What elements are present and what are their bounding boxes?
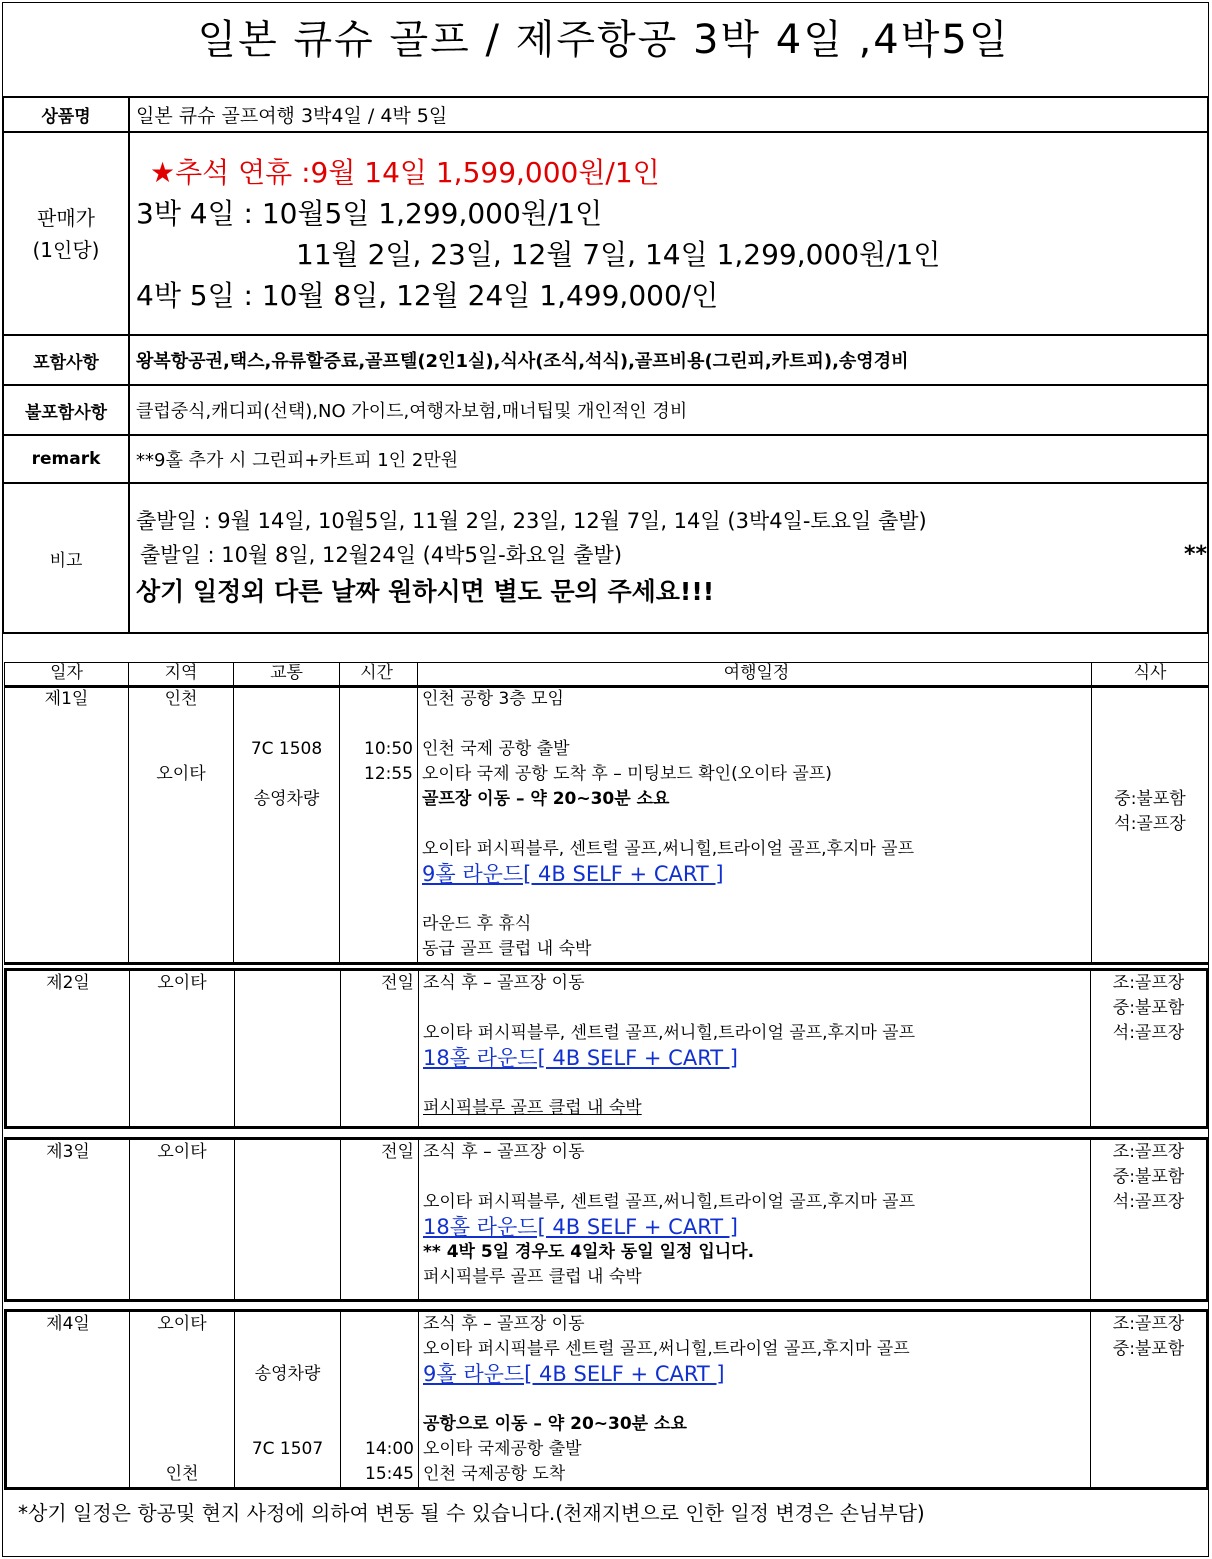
day1-time-0 [340, 687, 413, 712]
price-chuseok: ★추석 연휴 :9월 14일 1,599,000원/1인 [150, 155, 660, 189]
day4-meals [1091, 1311, 1208, 1489]
day3-transport [235, 1139, 341, 1301]
day3-time: 전일 [341, 1139, 419, 1301]
day3-label: 제3일 [6, 1139, 130, 1301]
product-value: 일본 큐슈 골프여행 3박4일 / 4박 5일 [129, 97, 1208, 132]
day4-label: 제4일 [6, 1311, 130, 1489]
day2-itin-4 [423, 1071, 1090, 1096]
schedule-header [4, 662, 1209, 688]
day4-region-bottom: 인천 [165, 1464, 199, 1484]
day1-itin-3: 오이타 국제 공항 도착 후 – 미팅보드 확인(오이타 골프) [422, 764, 832, 784]
day1-label: 제1일 [5, 687, 129, 964]
day1-transport-3 [234, 762, 339, 787]
day3-itin-0: 조식 후 – 골프장 이동 [423, 1142, 585, 1162]
exclude-label: 불포함사항 [3, 385, 129, 435]
day4-time-spacer [341, 1312, 414, 1437]
day1-region-0: 인천 [164, 689, 198, 709]
day3-region: 오이타 [130, 1139, 235, 1301]
day4-itin-2: 9홀 라운드[ 4B SELF + CART ] [423, 1362, 725, 1386]
note-line-3: 상기 일정외 다른 날짜 원하시면 별도 문의 주세요!!! [136, 577, 715, 606]
day4-itinerary [419, 1311, 1091, 1489]
day1-transport-2: 7C 1508 [250, 739, 323, 759]
exclude-value: 클럽중식,캐디피(선택),NO 가이드,여행자보험,매너팁및 개인적인 경비 [129, 385, 1208, 435]
day3-meals [1091, 1139, 1208, 1301]
day1-itin-2: 인천 국제 공항 출발 [422, 739, 570, 759]
day4-transport-0: 송영차량 [254, 1364, 321, 1384]
day1-transport-4: 송영차량 [253, 789, 320, 809]
day1-itinerary [418, 687, 1092, 964]
day1-table [4, 686, 1209, 965]
day1-itin-9: 라운드 후 휴식 [422, 914, 532, 934]
header-region: 지역 [129, 663, 234, 687]
page-title: 일본 큐슈 골프 / 제주항공 3박 4일 ,4박5일 [197, 17, 1010, 63]
day1-itin-8 [422, 887, 1091, 912]
remark-value: **9홀 추가 시 그린피+카트피 1인 2만원 [129, 435, 1208, 483]
day4-itin-0: 조식 후 – 골프장 이동 [423, 1314, 585, 1334]
day4-itin-6: 인천 국제공항 도착 [423, 1464, 566, 1484]
day1-transport-0 [234, 687, 339, 712]
day3-itin-5: 퍼시픽블루 골프 클럽 내 숙박 [423, 1267, 642, 1287]
day4-region-top: 오이타 [157, 1314, 207, 1334]
day1-region-1 [129, 712, 233, 737]
day2-itin-0: 조식 후 – 골프장 이동 [423, 973, 585, 993]
day4-itin-4: 공항으로 이동 – 약 20~30분 소요 [423, 1414, 687, 1434]
price-3n4d: 3박 4일 : 10월5일 1,299,000원/1인 [136, 196, 603, 230]
day3-itinerary [419, 1139, 1091, 1301]
day2-table [4, 968, 1209, 1129]
note-line-2 [136, 538, 1207, 572]
day2-itin-3: 18홀 라운드[ 4B SELF + CART ] [423, 1046, 738, 1070]
remark-label: remark [3, 435, 129, 483]
day1-itin-10: 동급 골프 클럽 내 숙박 [422, 939, 592, 959]
day1-time-1 [340, 712, 413, 737]
day1-region-3: 오이타 [156, 764, 206, 784]
day2-meal-1: 중:불포함 [1112, 998, 1185, 1018]
note-star: ** [1183, 542, 1207, 567]
note-value [129, 483, 1208, 633]
day2-itin-2: 오이타 퍼시픽블루, 센트럴 골프,써니힐,트라이얼 골프,후지마 골프 [423, 1023, 916, 1043]
day3-itin-2: 오이타 퍼시픽블루, 센트럴 골프,써니힐,트라이얼 골프,후지마 골프 [423, 1192, 916, 1212]
day4-itin-5: 오이타 국제공항 출발 [423, 1439, 582, 1459]
day1-itin-1 [422, 712, 1091, 737]
day2-meals [1091, 970, 1208, 1128]
day4-time-1: 15:45 [365, 1464, 414, 1484]
day2-itin-5: 퍼시픽블루 골프 클럽 내 숙박 [423, 1098, 642, 1118]
note-line-2-text: 출발일 : 10월 8일, 12월24일 (4박5일-화요일 출발) [140, 543, 623, 567]
day2-region: 오이타 [130, 970, 235, 1128]
day1-transport-1 [234, 712, 339, 737]
day4-transport-spacer2 [235, 1387, 340, 1437]
day4-region [130, 1311, 235, 1489]
day2-itin-1 [423, 996, 1090, 1021]
day1-itin-5 [422, 812, 1091, 837]
day1-meals [1092, 687, 1209, 964]
info-table [2, 96, 1209, 634]
price-label [3, 132, 129, 335]
note-label: 비고 [3, 483, 129, 633]
header-time: 시간 [340, 663, 418, 687]
day4-table [4, 1309, 1209, 1490]
header-day: 일자 [5, 663, 129, 687]
day3-itin-4: ** 4박 5일 경우도 4일차 동일 일정 입니다. [423, 1242, 755, 1262]
day4-transport-spacer1 [235, 1312, 340, 1362]
day1-transport [234, 687, 340, 964]
day1-region [129, 687, 234, 964]
price-label-line1: 판매가 [37, 205, 95, 230]
day4-time-0: 14:00 [365, 1439, 414, 1459]
day4-transport [235, 1311, 341, 1489]
day3-meal-2: 석:골프장 [1112, 1192, 1185, 1212]
price-4n5d: 4박 5일 : 10월 8일, 12월 24일 1,499,000/인 [136, 278, 719, 312]
day4-itin-3 [423, 1387, 1090, 1412]
day4-meal-0: 조:골프장 [1112, 1314, 1185, 1334]
day2-transport [235, 970, 341, 1128]
header-itinerary: 여행일정 [418, 663, 1092, 687]
day1-meals-spacer [1092, 687, 1208, 787]
price-3n4d-dates: 11월 2일, 23일, 12월 7일, 14일 1,299,000원/1인 [296, 237, 941, 271]
day1-meal-0: 중:불포함 [1114, 789, 1186, 809]
day1-meal-1: 석:골프장 [1114, 814, 1186, 834]
day4-meal-1: 중:불포함 [1112, 1339, 1185, 1359]
day4-itin-1: 오이타 퍼시픽블루 센트럴 골프,써니힐,트라이얼 골프,후지마 골프 [423, 1339, 910, 1359]
day3-meal-1: 중:불포함 [1112, 1167, 1185, 1187]
product-label: 상품명 [3, 97, 129, 132]
day4-time [341, 1311, 419, 1489]
day1-region-2 [129, 737, 233, 762]
day3-table [4, 1137, 1209, 1302]
day1-time-2: 10:50 [364, 739, 413, 759]
day3-itin-3: 18홀 라운드[ 4B SELF + CART ] [423, 1215, 738, 1239]
include-value: 왕복항공권,택스,유류할증료,골프텔(2인1실),식사(조식,석식),골프비용(그린피,카트피),송영경비 [129, 335, 1208, 385]
day1-itin-7: 9홀 라운드[ 4B SELF + CART ] [422, 862, 724, 886]
day1-itin-0: 인천 공항 3층 모임 [422, 689, 564, 709]
day1-time-3: 12:55 [364, 764, 413, 784]
header-transport: 교통 [234, 663, 340, 687]
day2-meal-0: 조:골프장 [1112, 973, 1185, 993]
note-line-1: 출발일 : 9월 14일, 10월5일, 11월 2일, 23일, 12월 7일, 14일 (3박4일-토요일 출발) [136, 509, 927, 533]
day1-itin-4: 골프장 이동 – 약 20~30분 소요 [422, 789, 670, 809]
day1-itin-6: 오이타 퍼시픽블루, 센트럴 골프,써니힐,트라이얼 골프,후지마 골프 [422, 839, 915, 859]
day2-itinerary [419, 970, 1091, 1128]
day3-meal-0: 조:골프장 [1112, 1142, 1185, 1162]
include-label: 포함사항 [3, 335, 129, 385]
price-label-line2: (1인당) [32, 237, 100, 262]
day4-transport-1: 7C 1507 [251, 1439, 324, 1459]
price-value [129, 132, 1208, 335]
footnote: *상기 일정은 항공및 현지 사정에 의하여 변동 될 수 있습니다.(천재지변으로 인한 일정 변경은 손님부담) [18, 1501, 925, 1525]
header-meals: 식사 [1092, 663, 1209, 687]
day2-time: 전일 [341, 970, 419, 1128]
day3-itin-1 [423, 1165, 1090, 1190]
day1-time [340, 687, 418, 964]
day2-meal-2: 석:골프장 [1112, 1023, 1185, 1043]
day2-label: 제2일 [6, 970, 130, 1128]
